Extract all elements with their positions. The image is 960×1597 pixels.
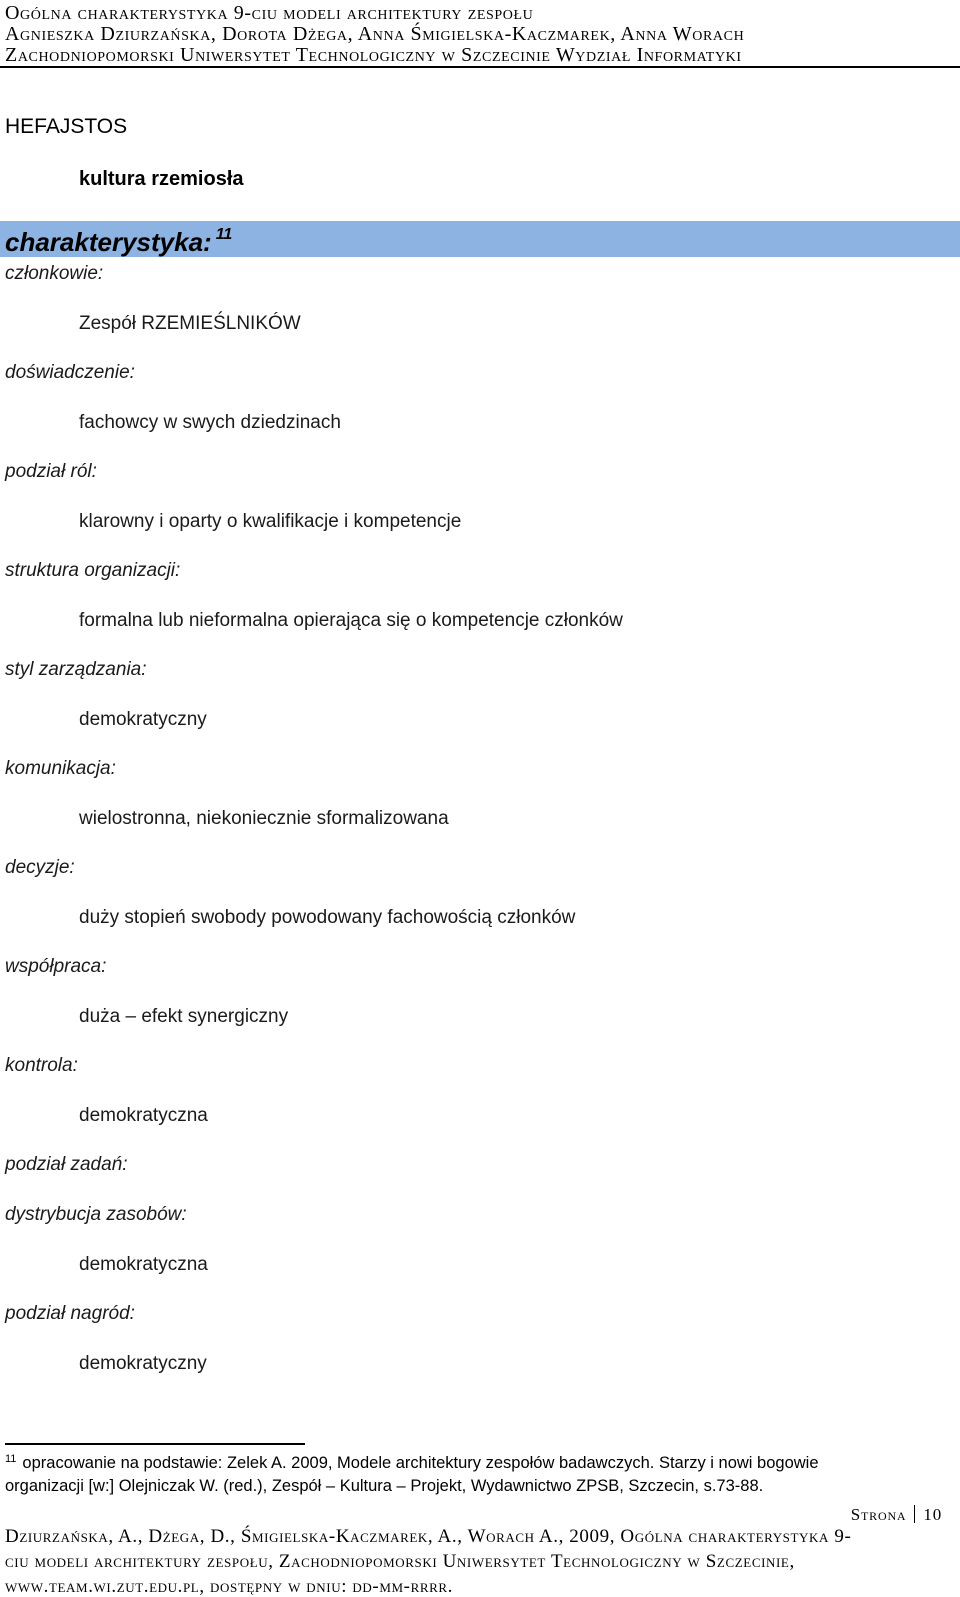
footer-citation-line-2: ciu modeli architektury zespołu, Zachodniopomorski Uniwersytet Technologiczny w Szczecinie, [5,1551,795,1572]
value-reward-division: demokratyczny [79,1353,207,1374]
label-role-division: podział ról: [5,461,97,482]
footer-citation-line-1: Dziurzańska, A., Dżega, D., Śmigielska-Kaczmarek, A., Worach A., 2009, Ogólna charakterystyka 9- [5,1526,852,1547]
footnote-divider [5,1443,305,1445]
value-resource-distribution: demokratyczna [79,1254,208,1275]
value-decisions: duży stopień swobody powodowany fachowością członków [79,907,576,928]
characteristics-heading-text: charakterystyka: [5,227,212,257]
page-number [851,1505,942,1525]
page-separator [914,1505,915,1523]
label-resource-distribution: dystrybucja zasobów: [5,1204,187,1225]
footnote-line-1 [5,1453,819,1473]
label-members: członkowie: [5,263,104,284]
header-title: Ogólna charakterystyka 9-ciu modeli architektury zespołu [5,2,534,24]
model-title: HEFAJSTOS [5,115,128,138]
page-label: Strona [850,1505,907,1524]
characteristics-heading [5,226,232,258]
label-organization-structure: struktura organizacji: [5,560,181,581]
label-control: kontrola: [5,1055,78,1076]
label-experience: doświadczenie: [5,362,135,383]
value-control: demokratyczna [79,1105,208,1126]
value-cooperation: duża – efekt synergiczny [79,1006,289,1027]
header-institution: Zachodniopomorski Uniwersytet Technologiczny w Szczecinie Wydział Informatyki [5,44,742,66]
value-communication: wielostronna, niekoniecznie sformalizowana [79,808,449,829]
value-members: Zespół RZEMIEŚLNIKÓW [79,313,301,334]
value-organization-structure: formalna lub nieformalna opierająca się o kompetencje członków [79,610,623,631]
model-subtitle: kultura rzemiosła [79,168,244,190]
header-divider [0,66,960,68]
footnote-text-1: opracowanie na podstawie: Zelek A. 2009, Modele architektury zespołów badawczych. Starzy i nowi bogowie [22,1454,819,1472]
page-value: 10 [923,1505,942,1524]
footnote-reference[interactable]: 11 [215,226,233,243]
footer-citation-line-3[interactable]: www.team.wi.zut.edu.pl, dostępny w dniu: dd-mm-rrrr. [5,1576,454,1597]
label-reward-division: podział nagród: [5,1303,135,1324]
header-authors: Agnieszka Dziurzańska, Dorota Dżega, Anna Śmigielska-Kaczmarek, Anna Worach [5,23,745,45]
label-decisions: decyzje: [5,857,75,878]
value-management-style: demokratyczny [79,709,207,730]
value-role-division: klarowny i oparty o kwalifikacje i kompetencje [79,511,462,532]
footnote-line-2: organizacji [w:] Olejniczak W. (red.), Zespół – Kultura – Projekt, Wydawnictwo ZPSB, Szczecin, s.73-88. [5,1477,764,1495]
footnote-number: 11 [5,1453,17,1465]
label-cooperation: współpraca: [5,956,107,977]
label-management-style: styl zarządzania: [5,659,147,680]
label-task-division: podział zadań: [5,1154,128,1175]
label-communication: komunikacja: [5,758,116,779]
value-experience: fachowcy w swych dziedzinach [79,412,341,433]
